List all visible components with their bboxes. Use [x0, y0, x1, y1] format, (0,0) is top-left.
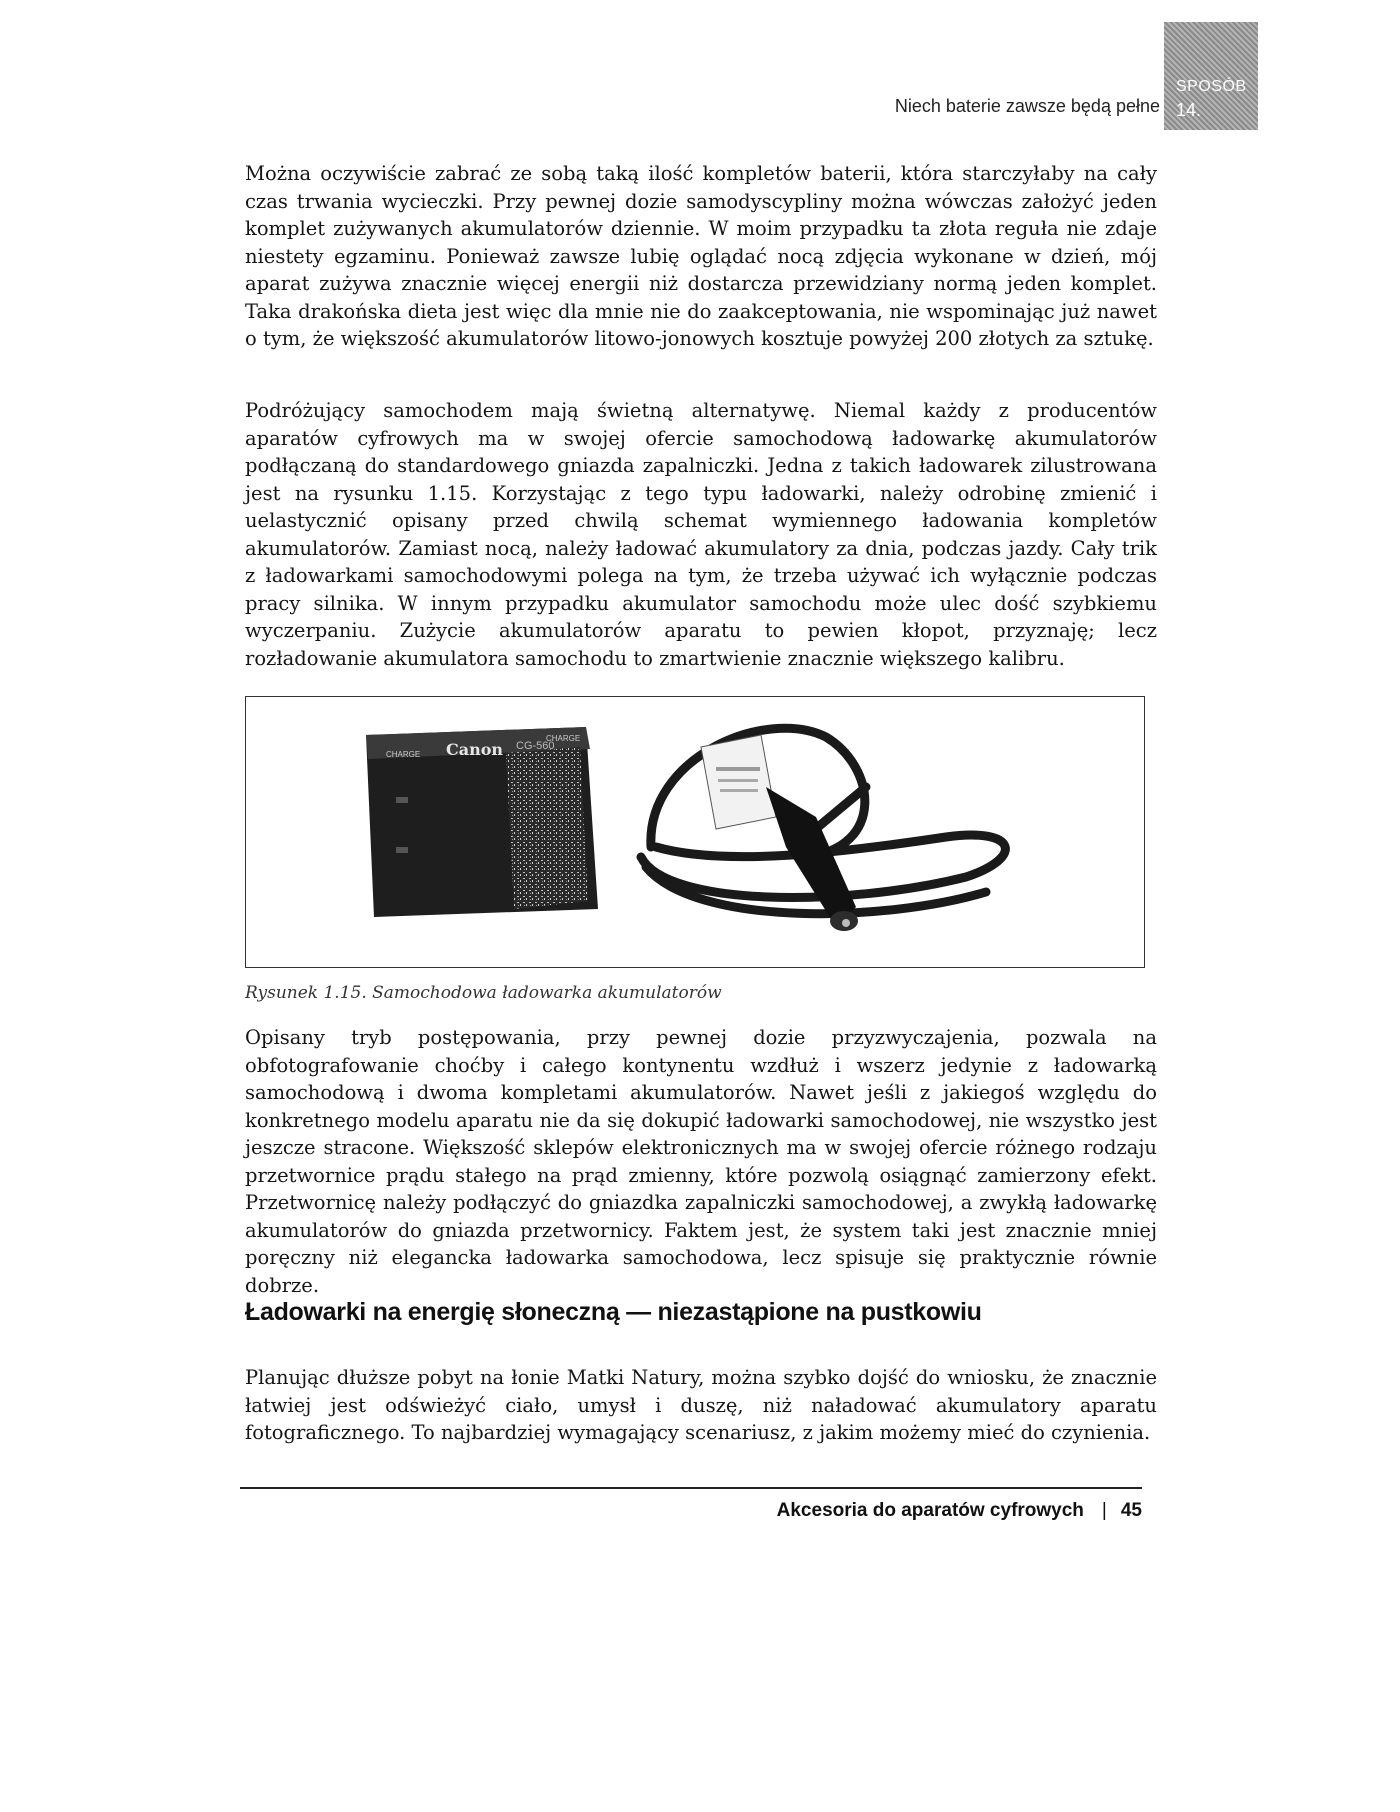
footer-book-title: Akcesoria do aparatów cyfrowych [776, 1500, 1084, 1521]
section-heading: Ładowarki na energię słoneczną — niezastąpione na pustkowiu [245, 1298, 982, 1326]
running-header-title: Niech baterie zawsze będą pełne [894, 96, 1160, 116]
figure-frame [245, 696, 1145, 968]
car-charger-photo [246, 697, 1144, 967]
body-paragraph: Opisany tryb postępowania, przy pewnej dozie przyzwyczajenia, pozwala na obfotografowanie choćby i całego kontynentu wzdłuż i wszerz jedynie z ładowarką samochodową i dwoma kompletami akumulatorów. Nawet jeśli z jakiegoś względu do konkretnego modelu aparatu nie da się dokupić ładowarki samochodowej, nie wszystko jest jeszcze stracone. Większość sklepów elektronicznych ma w swojej ofercie różnego rodzaju przetwornice prądu stałego na prąd zmienny, które pozwolą osiągnąć zamierzony efekt. Przetwornicę należy podłączyć do gniazdka zapalniczki samochodowej, a zwykłą ładowarkę akumulatorów do gniazda przetwornicy. Faktem jest, że system taki jest znacznie mniej poręczny niż elegancka ładowarka samochodowa, lecz spisuje się praktycznie równie dobrze. [245, 1026, 1157, 1297]
figure-caption: Rysunek 1.15. Samochodowa ładowarka akumulatorów [245, 983, 722, 1003]
page-footer [700, 1500, 1142, 1522]
charger-label-left: CHARGE [386, 750, 421, 759]
body-paragraph: Planując dłuższe pobyt na łonie Matki Natury, można szybko dojść do wniosku, że znacznie łatwiej jest odświeżyć ciało, umysł i duszę, niż naładować akumulatory aparatu fotograficznego. To najbardziej wymagający scenariusz, z jakim możemy mieć do czynienia. [245, 1366, 1157, 1444]
charger-brand: Canon [446, 740, 504, 759]
badge-number: 14. [1176, 100, 1202, 120]
body-paragraph: Podróżujący samochodem mają świetną alternatywę. Niemal każdy z producentów aparatów cyfrowych ma w swojej ofercie samochodową ładowarkę akumulatorów podłączaną do standardowego gniazda zapalniczki. Jedna z takich ładowarek zilustrowana jest na rysunku 1.15. Korzystając z tego typu ładowarki, należy odrobinę zmienić i uelastycznić opisany przed chwilą schemat wymiennego ładowania kompletów akumulatorów. Zamiast nocą, należy ładować akumulatory za dnia, podczas jazdy. Cały trik z ładowarkami samochodowymi polega na tym, że trzeba używać ich wyłącznie podczas pracy silnika. W innym przypadku akumulator samochodu może ulec dość szybkiemu wyczerpaniu. Zużycie akumulatorów aparatu to pewien kłopot, przyznaję; lecz rozładowanie akumulatora samochodu to zmartwienie znacznie większego kalibru. [245, 399, 1157, 670]
charger-model: CG-560 [516, 740, 555, 752]
badge-label: SPOSÓB [1176, 78, 1247, 95]
footer-rule [240, 1487, 1142, 1489]
charger-unit [366, 727, 598, 917]
page-number: 45 [1120, 1500, 1142, 1521]
charger-label-right: CHARGE [546, 734, 581, 743]
body-paragraph: Można oczywiście zabrać ze sobą taką ilość kompletów baterii, która starczyłaby na cały czas trwania wycieczki. Przy pewnej dozie samodyscypliny można wówczas założyć jeden komplet zużywanych akumulatorów dziennie. W moim przypadku ta złota reguła nie zdaje niestety egzaminu. Ponieważ zawsze lubię oglądać nocą zdjęcia wykonane w dzień, mój aparat zużywa znacznie więcej energii niż dostarcza przewidziany normą jeden komplet. Taka drakońska dieta jest więc dla mnie nie do zaakceptowania, nie wspominając już nawet o tym, że większość akumulatorów litowo-jonowych kosztuje powyżej 200 złotych za sztukę. [245, 162, 1157, 350]
chapter-badge [1164, 22, 1258, 130]
cable-tag [701, 735, 776, 829]
footer-separator: | [1101, 1500, 1107, 1521]
